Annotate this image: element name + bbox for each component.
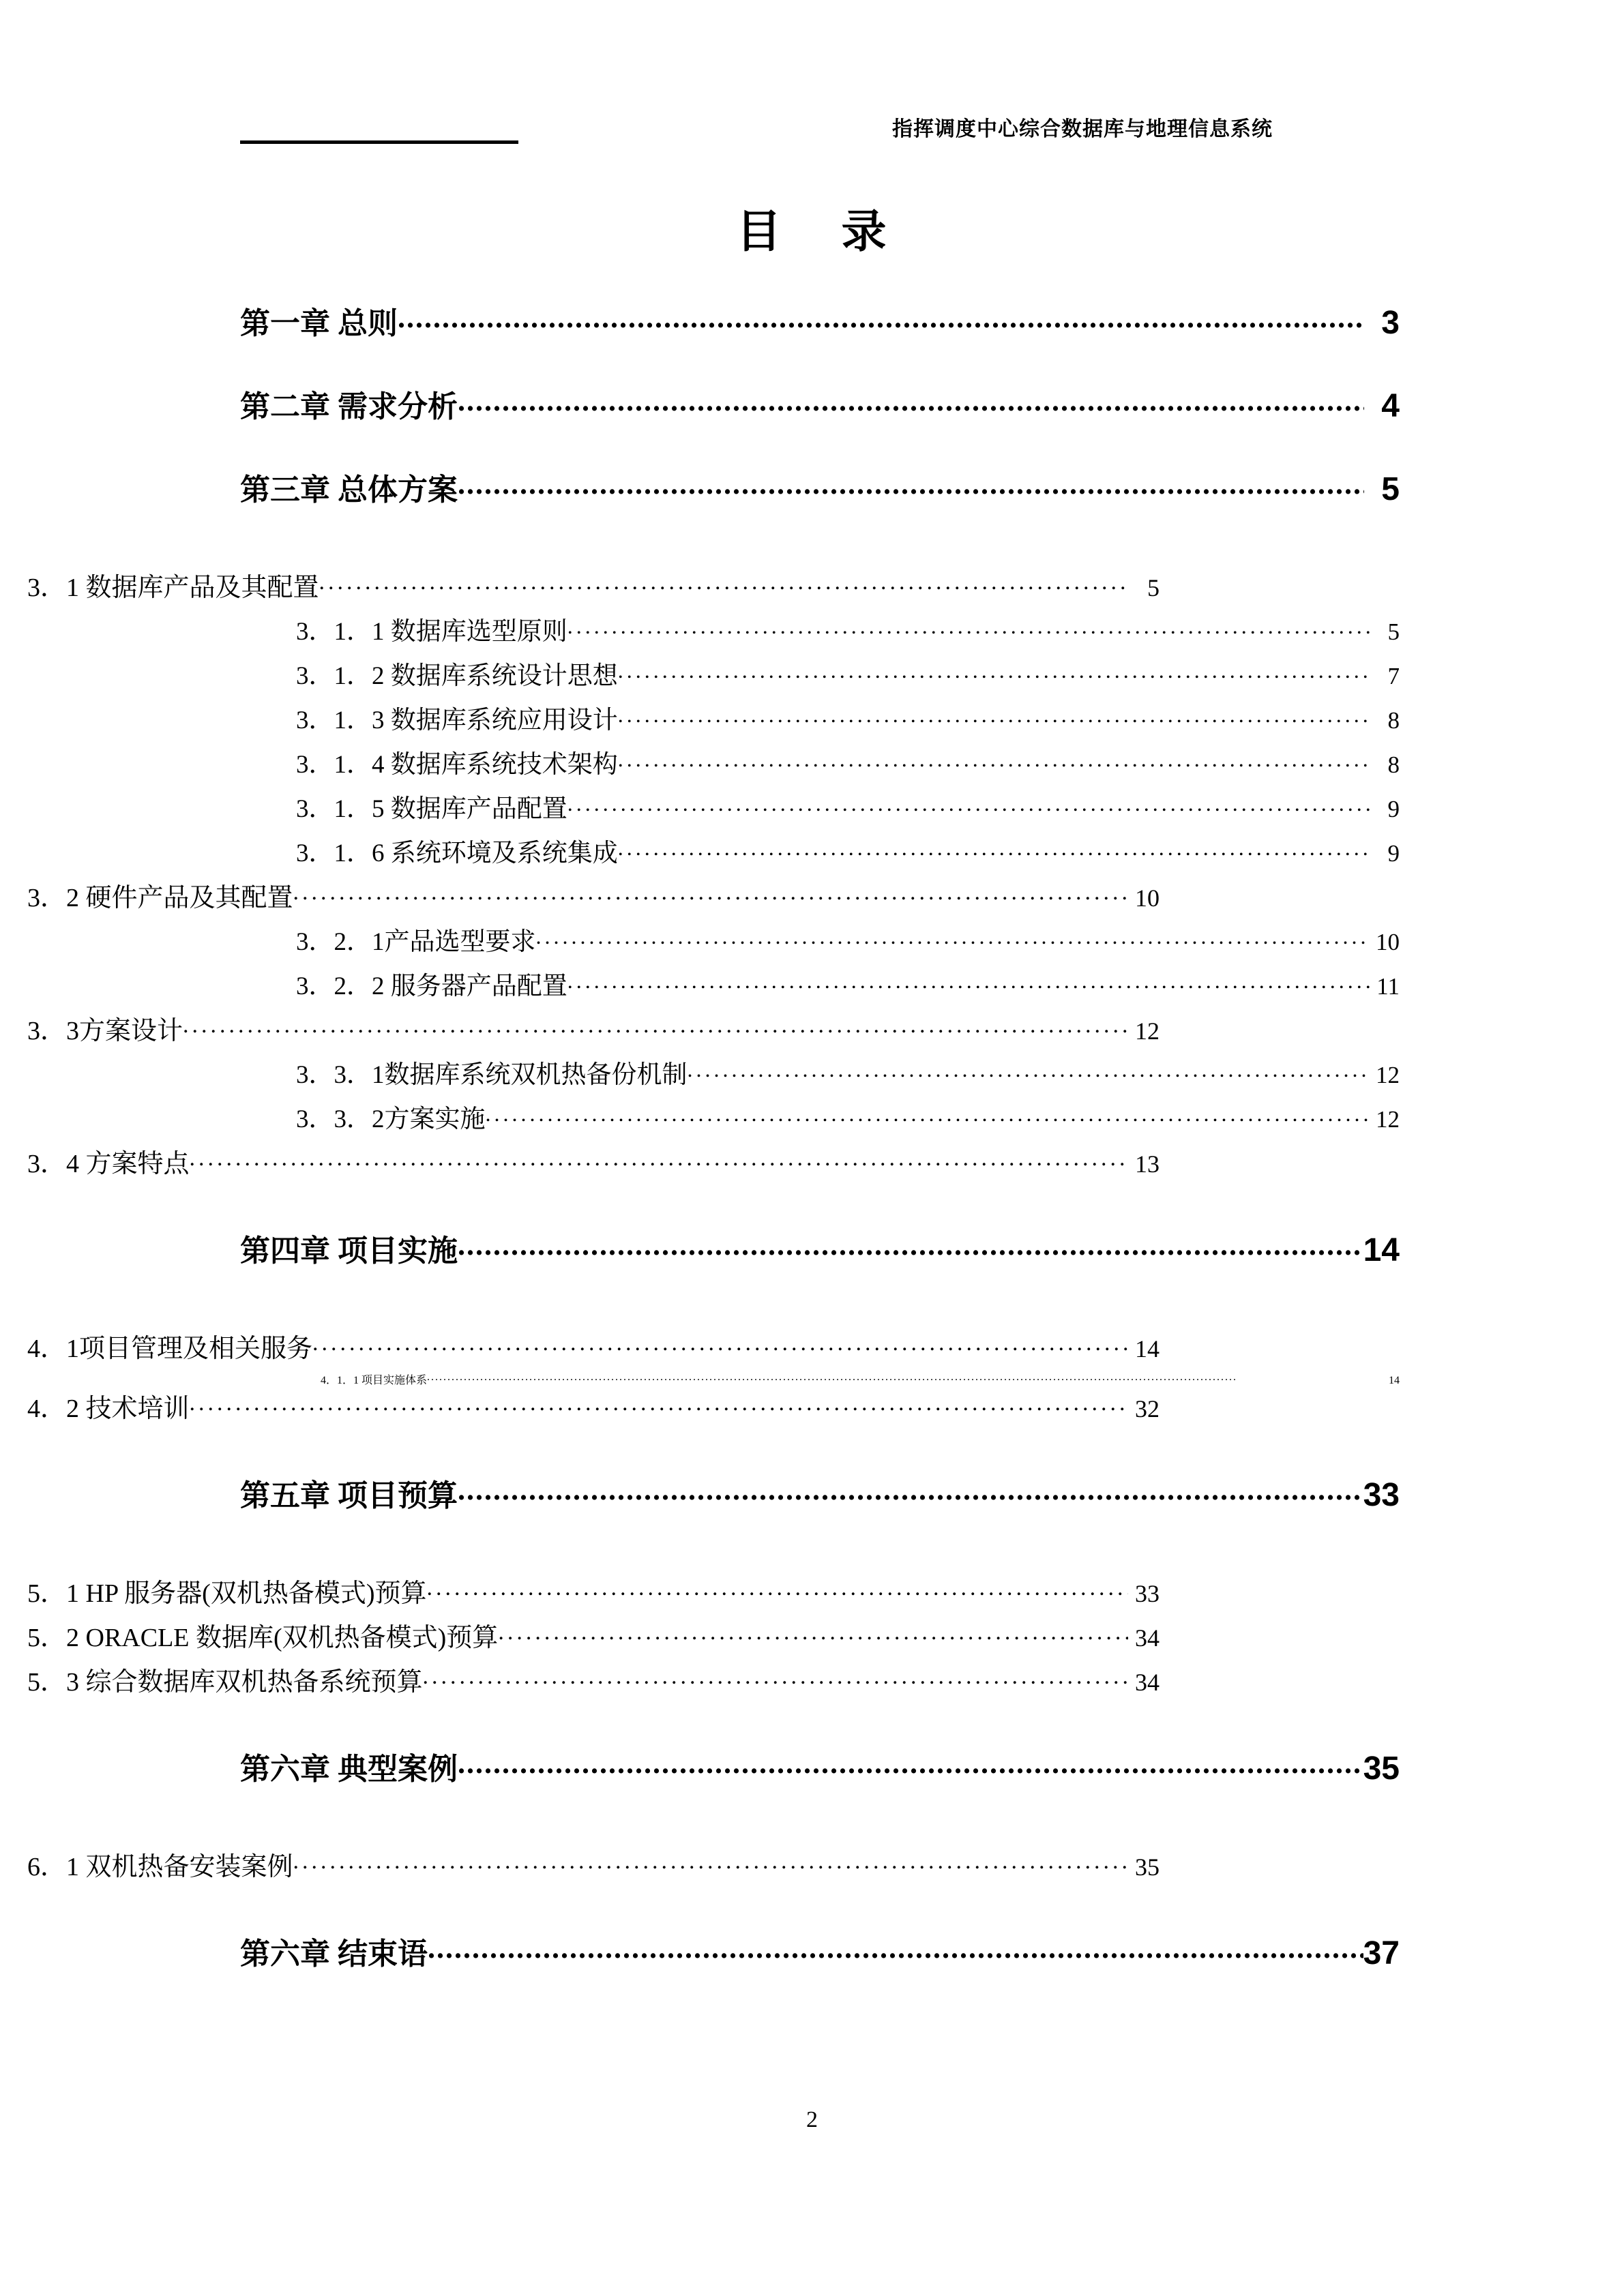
page-header	[0, 102, 1624, 177]
toc-entry-page-number: 8	[1387, 751, 1400, 778]
toc-entry[interactable]	[0, 1572, 1160, 1616]
toc-entry[interactable]	[240, 1929, 1400, 2012]
toc-entry-label: 3．1 数据库产品及其配置	[27, 573, 319, 602]
toc-entry[interactable]	[240, 965, 1400, 1009]
toc-entry-label: 3．3．1数据库系统双机热备份机制	[296, 1061, 688, 1089]
header-title: 指挥调度中心综合数据库与地理信息系统	[892, 118, 1273, 140]
toc-entry[interactable]	[0, 876, 1160, 921]
toc-entry-label: 3．2．2 服务器产品配置	[296, 972, 567, 1000]
toc-dot-leader	[319, 570, 1128, 596]
toc-entry[interactable]	[240, 465, 1400, 548]
toc-dot-leader	[498, 1620, 1128, 1646]
toc-entry-label: 3．1．3 数据库系统应用设计	[296, 706, 618, 734]
toc-entry[interactable]	[240, 1098, 1400, 1142]
page-title-left: 目	[736, 207, 783, 257]
toc-dot-leader	[567, 969, 1370, 994]
toc-dot-leader	[428, 1937, 1363, 1964]
toc-dot-leader	[293, 1849, 1128, 1875]
toc-entry-page-number: 8	[1387, 707, 1400, 734]
toc-entry[interactable]	[0, 1660, 1160, 1705]
toc-entry[interactable]	[240, 832, 1400, 876]
toc-entry[interactable]	[0, 1327, 1160, 1371]
toc-entry-label: 3．1．2 数据库系统设计思想	[296, 662, 618, 690]
toc-entry[interactable]	[240, 743, 1400, 788]
toc-entry[interactable]	[0, 1616, 1160, 1660]
toc-dot-leader	[618, 703, 1370, 728]
toc-entry-page-number: 3	[1381, 305, 1400, 341]
toc-dot-leader	[458, 1752, 1363, 1779]
toc-entry-label: 3．1．1 数据库选型原则	[296, 618, 567, 646]
toc-entry-label: 6．1 双机热备安装案例	[27, 1853, 293, 1881]
toc-entry[interactable]	[240, 299, 1400, 382]
toc-entry-page-number: 12	[1135, 1017, 1160, 1045]
page-title-right: 录	[841, 207, 888, 257]
toc-dot-leader	[426, 1576, 1128, 1602]
toc-entry-label: 3．4 方案特点	[27, 1150, 190, 1178]
toc-entry[interactable]	[240, 921, 1400, 965]
toc-entry-page-number: 34	[1135, 1624, 1160, 1652]
toc-dot-leader	[293, 880, 1128, 906]
toc-entry-page-number: 9	[1387, 796, 1400, 822]
toc-entry-page-number: 14	[1135, 1335, 1160, 1362]
toc-dot-leader	[567, 614, 1370, 640]
toc-entry-page-number: 35	[1135, 1853, 1160, 1881]
toc-entry-label: 3．1．6 系统环境及系统集成	[296, 839, 618, 867]
toc-entry-page-number: 33	[1135, 1580, 1160, 1607]
header-rule	[240, 140, 518, 144]
toc-dot-leader	[312, 1331, 1128, 1357]
toc-dot-leader	[567, 792, 1370, 817]
toc-entry-page-number: 12	[1376, 1106, 1400, 1133]
toc-entry[interactable]	[240, 655, 1400, 699]
toc-dot-leader	[458, 389, 1364, 417]
toc-entry[interactable]	[240, 1744, 1400, 1828]
toc-dot-leader	[618, 747, 1370, 773]
toc-entry[interactable]	[240, 699, 1400, 743]
toc-entry-page-number: 5	[1147, 574, 1160, 601]
toc-dot-leader	[458, 1234, 1363, 1261]
toc-entry-page-number: 10	[1376, 929, 1400, 955]
toc-entry-label: 4．1．1 项目实施体系	[321, 1375, 428, 1386]
toc-entry-page-number: 32	[1135, 1395, 1160, 1422]
toc-entry-label: 第二章 需求分析	[240, 390, 458, 423]
toc-entry-page-number: 9	[1387, 840, 1400, 867]
toc-entry-page-number: 13	[1135, 1150, 1160, 1178]
toc-entry-page-number: 5	[1387, 618, 1400, 645]
toc-entry[interactable]	[0, 1387, 1160, 1431]
toc-entry-page-number: 33	[1363, 1477, 1400, 1513]
toc-entry-label: 3．2 硬件产品及其配置	[27, 884, 293, 912]
toc-dot-leader	[183, 1013, 1128, 1039]
toc-entry-page-number: 35	[1363, 1750, 1400, 1787]
toc-entry[interactable]	[0, 1845, 1160, 1890]
toc-dot-leader	[486, 1102, 1370, 1127]
toc-entry-label: 3．3方案设计	[27, 1017, 183, 1045]
toc-entry-label: 3．1．5 数据库产品配置	[296, 795, 567, 823]
toc-dot-leader	[398, 306, 1364, 333]
toc-entry-page-number: 14	[1389, 1375, 1400, 1386]
toc-entry-label: 3．2．1产品选型要求	[296, 928, 536, 956]
toc-entry-label: 第六章 结束语	[240, 1937, 428, 1971]
toc-entry-label: 第一章 总则	[240, 307, 398, 340]
toc-dot-leader	[458, 473, 1364, 500]
toc-dot-leader	[618, 836, 1370, 861]
page-title	[0, 195, 1624, 260]
toc-entry-page-number: 12	[1376, 1062, 1400, 1088]
toc-dot-leader	[458, 1478, 1363, 1506]
toc-entry[interactable]	[240, 610, 1400, 655]
toc-entry[interactable]	[240, 1371, 1400, 1387]
toc-dot-leader	[427, 1373, 1389, 1384]
toc-entry-page-number: 37	[1363, 1935, 1400, 1971]
toc-entry-page-number: 7	[1387, 663, 1400, 689]
footer-page-number: 2	[806, 2107, 818, 2132]
toc-entry-label: 5．3 综合数据库双机热备系统预算	[27, 1668, 423, 1697]
toc-entry-label: 4．1项目管理及相关服务	[27, 1335, 313, 1363]
toc-entry-page-number: 10	[1135, 884, 1160, 912]
toc-entry-label: 3．3．2方案实施	[296, 1105, 486, 1133]
toc-entry[interactable]	[0, 1142, 1160, 1187]
toc-entry[interactable]	[240, 1471, 1400, 1554]
toc-entry-page-number: 34	[1135, 1669, 1160, 1696]
toc-entry[interactable]	[0, 1009, 1160, 1054]
toc-entry-page-number: 11	[1376, 973, 1400, 1000]
toc-dot-leader	[618, 659, 1370, 684]
toc-entry-label: 第六章 典型案例	[240, 1753, 458, 1786]
toc-entry-label: 第四章 项目实施	[240, 1234, 458, 1268]
toc-entry-page-number: 14	[1363, 1232, 1400, 1268]
toc-entry-label: 5．2 ORACLE 数据库(双机热备模式)预算	[27, 1624, 499, 1652]
toc-entry-page-number: 5	[1381, 471, 1400, 507]
toc-entry[interactable]	[240, 1226, 1400, 1309]
toc-dot-leader	[536, 925, 1370, 950]
table-of-contents	[0, 299, 1624, 2012]
toc-dot-leader	[688, 1058, 1370, 1083]
toc-dot-leader	[190, 1391, 1128, 1417]
toc-entry[interactable]	[240, 1054, 1400, 1098]
toc-entry-page-number: 4	[1381, 388, 1400, 424]
toc-entry-label: 第三章 总体方案	[240, 473, 458, 507]
toc-entry[interactable]	[0, 566, 1160, 610]
toc-dot-leader	[423, 1665, 1128, 1690]
toc-entry[interactable]	[240, 788, 1400, 832]
toc-entry-label: 第五章 项目预算	[240, 1479, 458, 1512]
toc-entry-label: 4．2 技术培训	[27, 1395, 190, 1423]
toc-entry[interactable]	[240, 382, 1400, 465]
toc-dot-leader	[190, 1146, 1128, 1172]
toc-entry-label: 5．1 HP 服务器(双机热备模式)预算	[27, 1579, 427, 1608]
toc-entry-label: 3．1．4 数据库系统技术架构	[296, 751, 618, 779]
